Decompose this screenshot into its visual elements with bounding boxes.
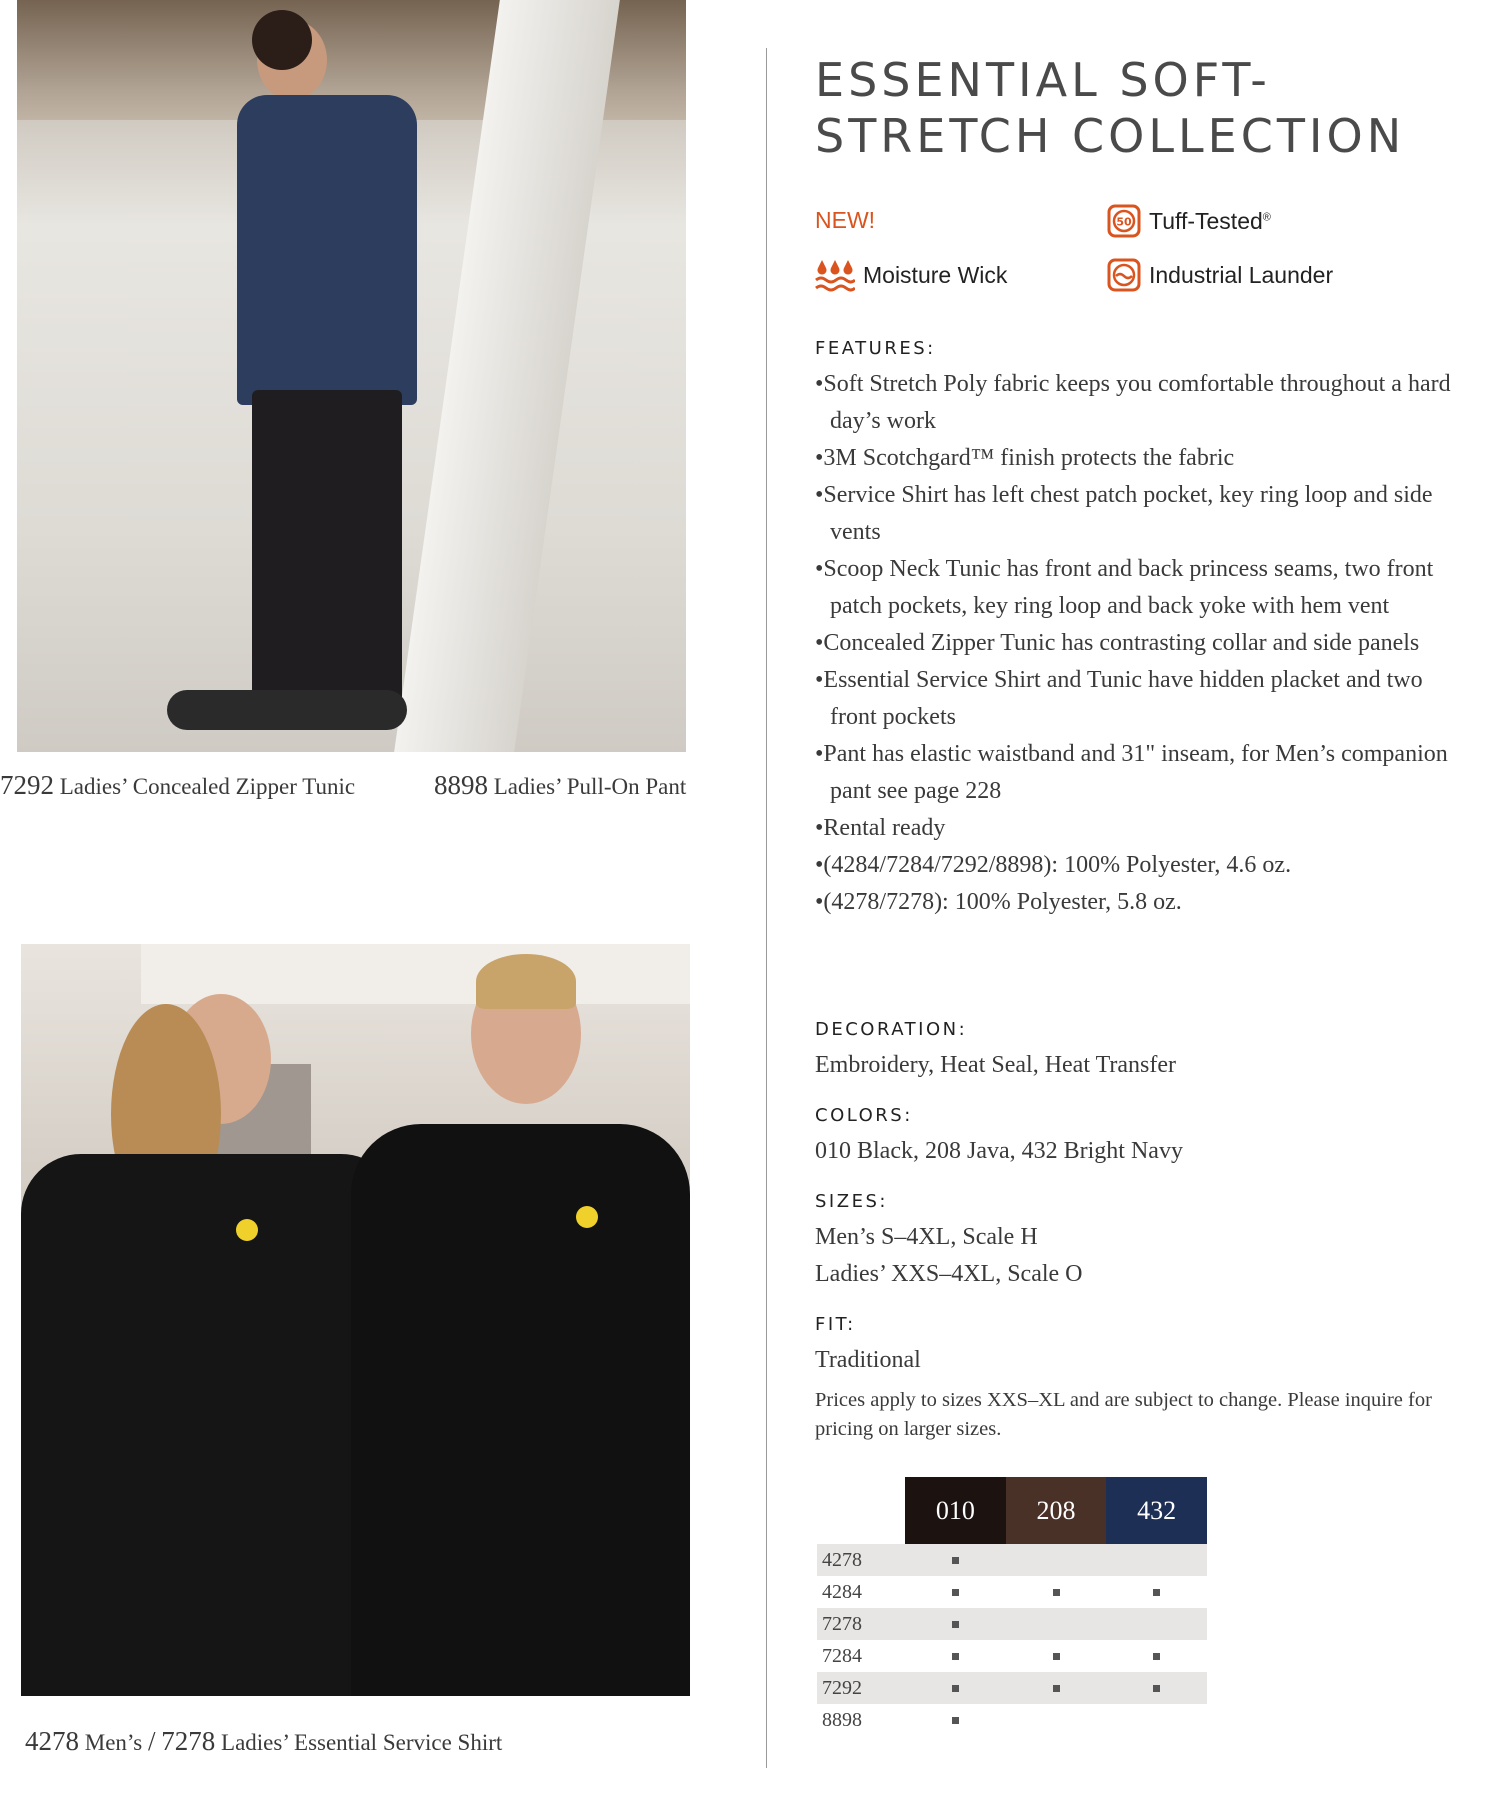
decoration-heading: DECORATION: [815,1019,968,1040]
feature-item: • Service Shirt has left chest patch pocket, key ring loop and side vents [815,477,1475,551]
style-number: 7292 [822,1676,862,1699]
availability-cell [1106,1589,1207,1596]
sizes-mens: Men’s S–4XL, Scale H [815,1224,1038,1250]
table-row [817,1608,1207,1640]
available-marker [1053,1685,1060,1692]
sizes-ladies: Ladies’ XXS–4XL, Scale O [815,1261,1083,1287]
available-marker [952,1557,959,1564]
features-list [815,366,1475,921]
availability-cell [905,1653,1006,1660]
feature-item: • Pant has elastic waistband and 31" inseam, for Men’s companion pant see page 228 [815,736,1475,810]
feature-item: • Essential Service Shirt and Tunic have hidden placket and two front pockets [815,662,1475,736]
column-divider [766,48,767,1768]
fit-value: Traditional [815,1347,921,1373]
availability-cell [1006,1589,1107,1596]
available-marker [952,1685,959,1692]
moisture-wick-icon [815,258,855,292]
availability-cell [905,1685,1006,1692]
column-208: 208 [1006,1477,1107,1544]
fit-heading: FIT: [815,1314,856,1335]
available-marker [952,1621,959,1628]
style-number: 7278 [822,1612,862,1635]
industrial-launder-icon [1107,258,1141,292]
color-availability-table [817,1477,1207,1736]
caption-7292: 7292 Ladies’ Concealed Zipper Tunic [0,770,356,800]
feature-item: • Soft Stretch Poly fabric keeps you comfortable throughout a hard day’s work [815,366,1475,440]
features-heading: FEATURES: [815,338,936,359]
moisture-wick-badge: Moisture Wick [815,258,1007,292]
availability-cell [905,1557,1006,1564]
table-row [817,1672,1207,1704]
available-marker [952,1717,959,1724]
table-row [817,1576,1207,1608]
style-number: 4278 [822,1548,862,1571]
feature-item: • (4278/7278): 100% Polyester, 5.8 oz. [815,884,1475,921]
availability-cell [1106,1685,1207,1692]
new-badge: NEW! [815,207,876,233]
photo-ladies-tunic-and-pant [17,0,686,752]
feature-item: • 3M Scotchgard™ finish protects the fabric [815,440,1475,477]
availability-cell [1006,1653,1107,1660]
feature-item: • Concealed Zipper Tunic has contrasting collar and side panels [815,625,1475,662]
available-marker [1053,1653,1060,1660]
sizes-heading: SIZES: [815,1191,888,1212]
style-number: 7284 [822,1644,862,1667]
industrial-launder-badge: Industrial Launder [1107,258,1333,292]
photo-service-shirts [21,944,690,1696]
feature-item: • (4284/7284/7292/8898): 100% Polyester, 4.6 oz. [815,847,1475,884]
svg-text:50: 50 [1116,215,1132,229]
column-432: 432 [1106,1477,1207,1544]
price-note: Prices apply to sizes XXS–XL and are subject to change. Please inquire for pricing on larger sizes. [815,1389,1432,1440]
column-010: 010 [905,1477,1006,1544]
tuff-tested-badge: 50 Tuff-Tested® [1107,204,1271,238]
table-header [905,1477,1207,1544]
available-marker [1153,1589,1160,1596]
feature-item: • Rental ready [815,810,1475,847]
style-number: 8898 [822,1708,862,1731]
available-marker [1153,1653,1160,1660]
colors-heading: COLORS: [815,1105,913,1126]
style-number: 4284 [822,1580,862,1603]
caption-4278-7278: 4278 Men’s / 7278 Ladies’ Essential Service Shirt [25,1726,503,1756]
tuff-tested-icon [1107,204,1141,238]
available-marker [952,1589,959,1596]
availability-cell [905,1717,1006,1724]
page-title: ESSENTIAL SOFT-STRETCH COLLECTION [815,53,1406,163]
availability-cell [905,1621,1006,1628]
availability-cell [1006,1685,1107,1692]
table-row [817,1544,1207,1576]
availability-cell [1106,1653,1207,1660]
table-row [817,1640,1207,1672]
caption-8898: 8898 Ladies’ Pull-On Pant [434,770,687,800]
decoration-value: Embroidery, Heat Seal, Heat Transfer [815,1052,1177,1078]
feature-item: • Scoop Neck Tunic has front and back princess seams, two front patch pockets, key ring loop and back yoke with hem vent [815,551,1475,625]
availability-cell [905,1589,1006,1596]
available-marker [952,1653,959,1660]
available-marker [1053,1589,1060,1596]
table-row [817,1704,1207,1736]
available-marker [1153,1685,1160,1692]
colors-value: 010 Black, 208 Java, 432 Bright Navy [815,1138,1183,1164]
